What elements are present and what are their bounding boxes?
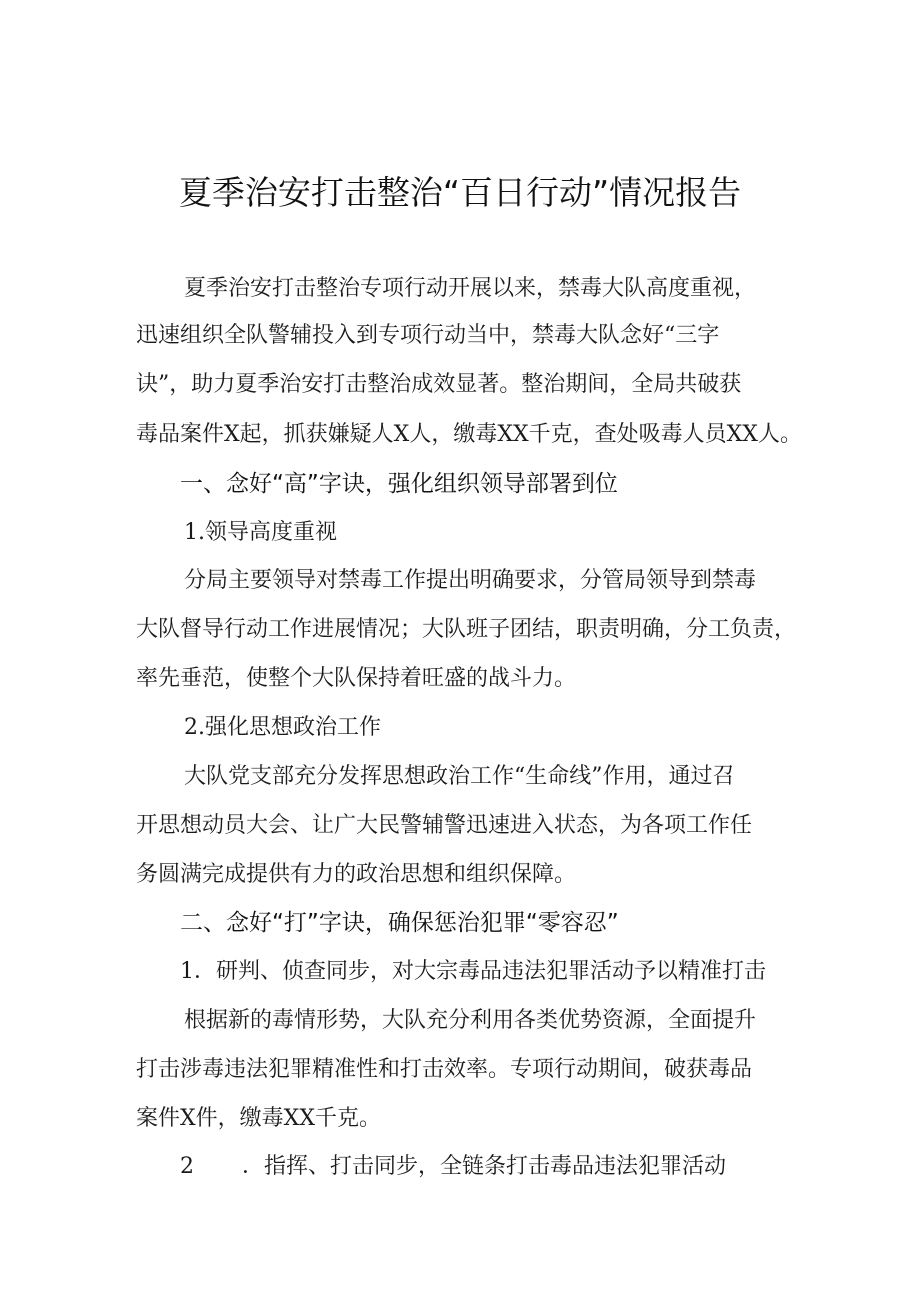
intro-line-3: 诀”，助力夏季治安打击整治成效显著。整治期间，全局共破获: [136, 372, 742, 397]
paragraph-line: 根据新的毒情形势，大队充分利用各类优势资源，全面提升: [184, 1008, 757, 1033]
subsection-number-2-2: 2: [180, 1154, 194, 1179]
paragraph-line: 大队督导行动工作进展情况；大队班子团结，职责明确，分工负责，: [136, 617, 797, 642]
subsection-title-2-1: 1．研判、侦查同步，对大宗毒品违法犯罪活动予以精准打击: [180, 959, 766, 984]
paragraph-line: 打击涉毒违法犯罪精准性和打击效率。专项行动期间，破获毒品: [136, 1057, 753, 1082]
intro-line-4: 毒品案件X起，抓获嫌疑人X人，缴毒XX千克，查处吸毒人员XX人。: [136, 422, 802, 447]
paragraph-line: 大队党支部充分发挥思想政治工作“生命线”作用，通过召: [184, 764, 735, 789]
subsection-title-1-2: 2.强化思想政治工作: [184, 715, 381, 740]
intro-line-1: 夏季治安打击整治专项行动开展以来，禁毒大队高度重视，: [184, 276, 757, 301]
intro-line-2: 迅速组织全队警辅投入到专项行动当中，禁毒大队念好“三字: [136, 323, 720, 348]
document-title: 夏季治安打击整治“百日行动”情况报告: [178, 173, 742, 212]
paragraph-line: 率先垂范，使整个大队保持着旺盛的战斗力。: [136, 666, 577, 691]
paragraph-line: 分局主要领导对禁毒工作提出明确要求，分管局领导到禁毒: [184, 568, 757, 593]
paragraph-line: 案件X件，缴毒XX千克。: [136, 1106, 381, 1131]
subsection-title-1-1: 1.领导高度重视: [184, 520, 337, 545]
paragraph-line: 务圆满完成提供有力的政治思想和组织保障。: [136, 862, 577, 887]
section-heading-2: 二、念好“打”字诀，确保惩治犯罪“零容忍”: [180, 910, 619, 936]
section-heading-1: 一、念好“高”字诀，强化组织领导部署到位: [180, 471, 618, 497]
subsection-title-2-2: ．指挥、打击同步，全链条打击毒品违法犯罪活动: [242, 1154, 727, 1179]
paragraph-line: 开思想动员大会、让广大民警辅警迅速进入状态，为各项工作任: [136, 813, 753, 838]
